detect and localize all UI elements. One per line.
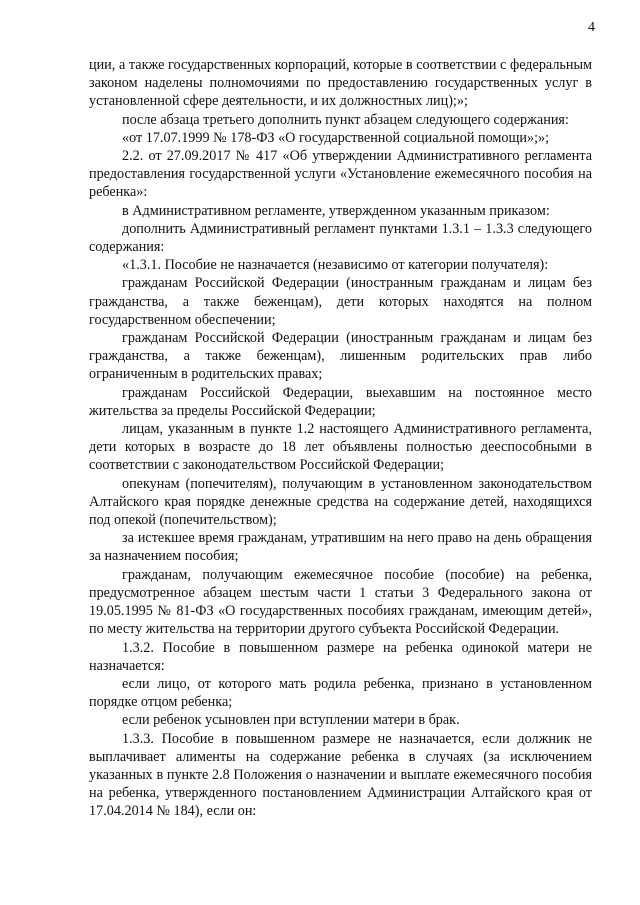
paragraph: опекунам (попечителям), получающим в установленном законодательством Алтайского края порядке денежные средства на содержание детей, находящихся под опекой (попечительством); <box>89 475 592 529</box>
paragraph: 1.3.2. Пособие в повышенном размере на ребенка одинокой матери не назначается: <box>89 639 592 674</box>
paragraph: если лицо, от которого мать родила ребенка, признано в установленном порядке отцом ребенка; <box>89 675 592 711</box>
paragraph: ции, а также государственных корпораций, которые в соответствии с федеральным законом наделены полномочиями по предоставлению государственных услуг в установленной сфере деятельности, и их должностных лиц);»; <box>89 57 592 110</box>
paragraph: в Административном регламенте, утвержденном указанным приказом: <box>122 202 550 219</box>
paragraph: гражданам Российской Федерации (иностранным гражданам и лицам без гражданства, а также беженцам), лишенным родительских прав либо ограниченным в родительских правах; <box>89 330 592 383</box>
paragraph: за истекшее время гражданам, утратившим на него право на день обращения за назначением пособия; <box>89 530 592 565</box>
paragraph: 2.2. от 27.09.2017 № 417 «Об утверждении Административного регламента предоставления государственной услуги «Установление ежемесячного пособия на ребенка»: <box>89 148 592 201</box>
paragraph: дополнить Административный регламент пунктами 1.3.1 – 1.3.3 следующего содержания: <box>89 220 592 256</box>
paragraph: «от 17.07.1999 № 178-ФЗ «О государственной социальной помощи»;»; <box>122 129 550 146</box>
document-body <box>89 56 592 821</box>
paragraph: «1.3.1. Пособие не назначается (независимо от категории получателя): <box>122 257 549 274</box>
page-number: 4 <box>588 20 595 35</box>
paragraph: после абзаца третьего дополнить пункт абзацем следующего содержания: <box>122 111 569 128</box>
paragraph: гражданам Российской Федерации (иностранным гражданам и лицам без гражданства, а также беженцам), дети которых находятся на полном государственном обеспечении; <box>89 275 592 328</box>
paragraph: гражданам, получающим ежемесячное пособие (пособие) на ребенка, предусмотренное абзацем шестым части 1 статьи 3 Федерального закона от 19.05.1995 № 81-ФЗ «О государственных пособиях гражданам, имеющим детей», по месту жительства на территории другого субъекта Российской Федерации. <box>89 566 592 638</box>
paragraph: если ребенок усыновлен при вступлении матери в брак. <box>122 712 460 729</box>
paragraph: гражданам Российской Федерации, выехавшим на постоянное место жительства за пределы Российской Федерации; <box>89 384 592 419</box>
paragraph: лицам, указанным в пункте 1.2 настоящего Административного регламента, дети которых в возрасте до 18 лет объявлены полностью дееспособными в соответствии с законодательством Российской Федерации; <box>89 421 592 474</box>
paragraph: 1.3.3. Пособие в повышенном размере не назначается, если должник не выплачивает алименты на содержание ребенка в случаях (за исключением указанных в пункте 2.8 Положения о назначении и выплате ежемесячного пособия на ребенка, утвержденного постановлением Администрации Алтайского края от 17.04.2014 № 184), если он: <box>89 730 592 820</box>
